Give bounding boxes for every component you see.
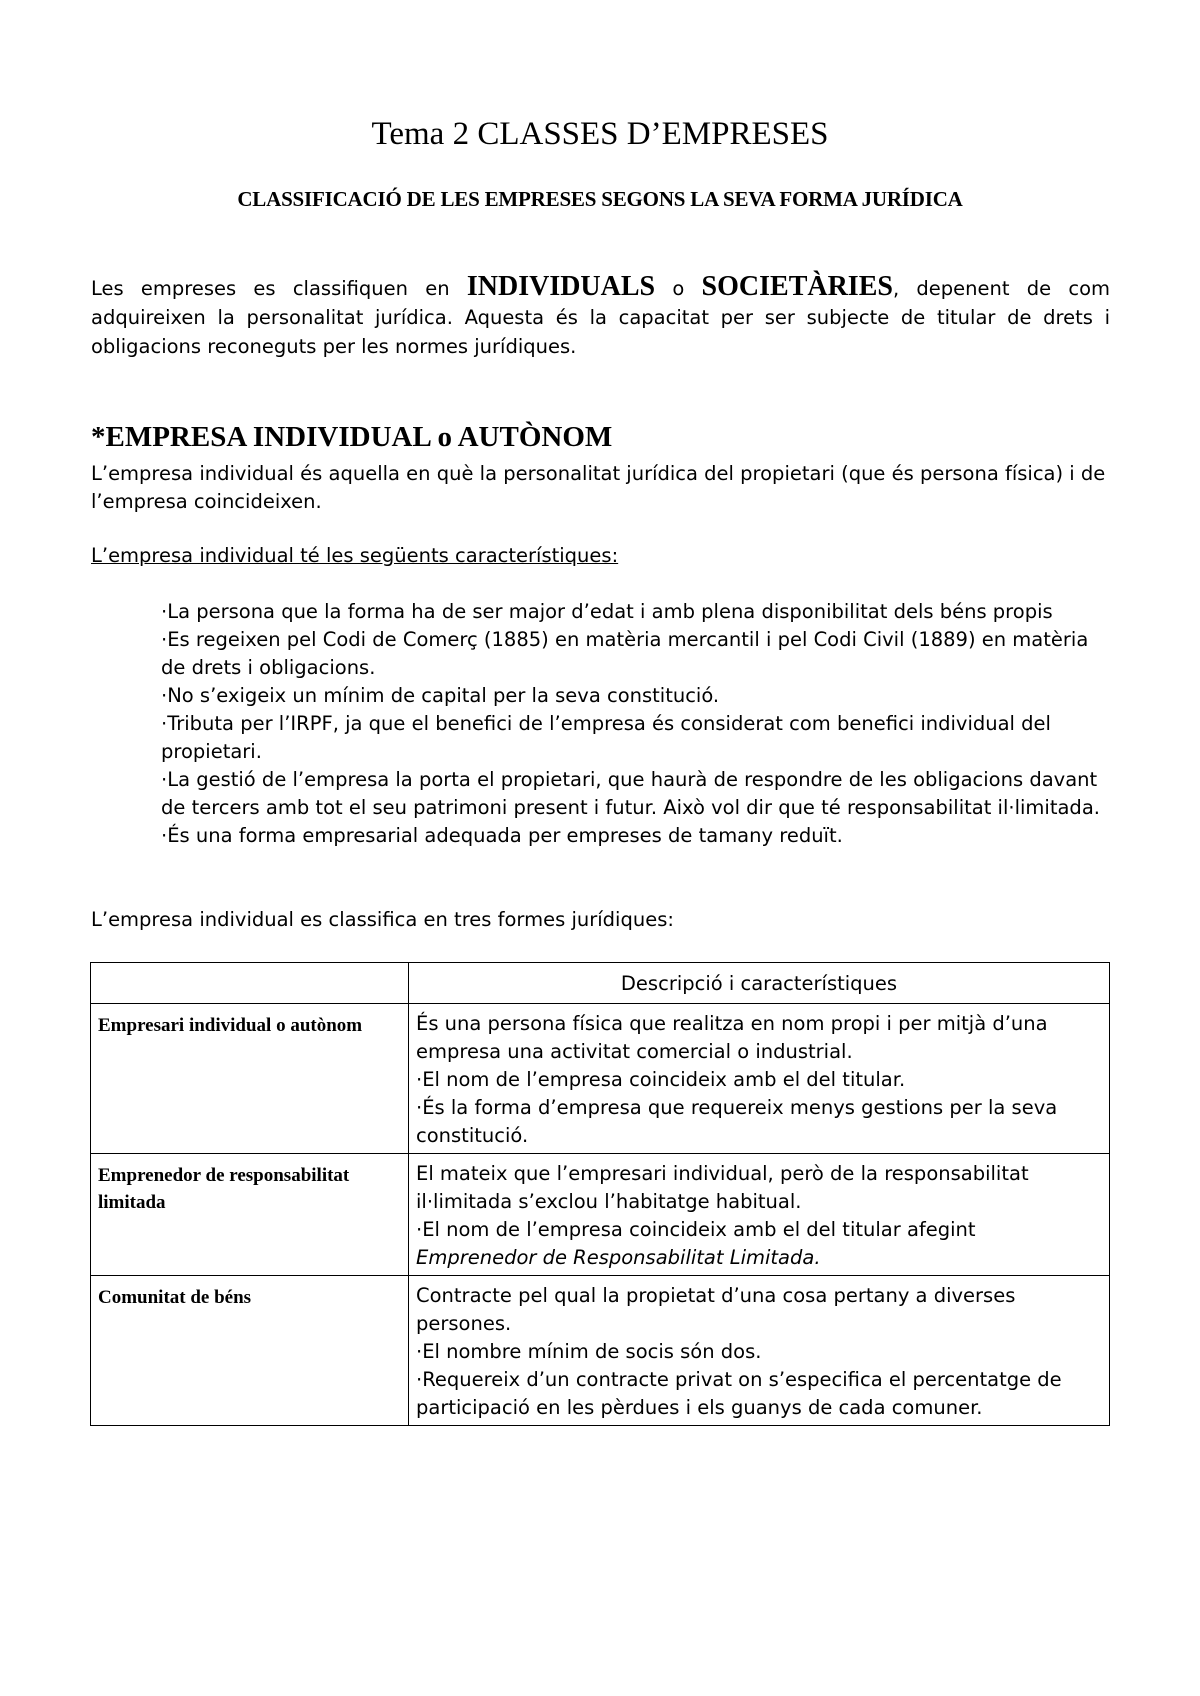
list-item: ·No s’exigeix un mínim de capital per la seva constitució.: [161, 684, 720, 707]
description-line-italic: Emprenedor de Responsabilitat Limitada.: [416, 1246, 821, 1269]
row-name: Emprenedor de responsabilitat limitada: [91, 1154, 409, 1276]
table-row: [91, 1004, 1110, 1154]
description-line: Contracte pel qual la propietat d’una cosa pertany a diverses persones.: [416, 1284, 1016, 1335]
row-description: [409, 1276, 1110, 1426]
table-row: [91, 1276, 1110, 1426]
list-item: ·La gestió de l’empresa la porta el propietari, que haurà de respondre de les obligacions davant de tercers amb tot el seu patrimoni present i futur. Això vol dir que té responsabilitat il·limitada.: [161, 768, 1100, 819]
term-individuals: INDIVIDUALS: [466, 271, 656, 302]
section-definition: L’empresa individual és aquella en què la personalitat jurídica del propietari (que és persona física) i de l’empresa coincideixen.: [91, 462, 1106, 513]
description-line: ·És la forma d’empresa que requereix menys gestions per la seva constitució.: [416, 1096, 1058, 1147]
forms-intro: L’empresa individual es classifica en tres formes jurídiques:: [91, 908, 674, 931]
row-description: [409, 1004, 1110, 1154]
row-name: Comunitat de béns: [91, 1276, 409, 1426]
table-header-description: Descripció i característiques: [409, 963, 1110, 1004]
intro-text-start: Les empreses es classifiquen en: [91, 277, 467, 300]
table-row: [91, 1154, 1110, 1276]
description-line: ·El nombre mínim de socis són dos.: [416, 1340, 762, 1363]
description-line: ·El nom de l’empresa coincideix amb el del titular afegint: [416, 1218, 976, 1241]
list-item: ·Es regeixen pel Codi de Comerç (1885) en matèria mercantil i pel Codi Civil (1889) en matèria de drets i obligacions.: [161, 628, 1089, 679]
description-line: És una persona física que realitza en nom propi i per mitjà d’una empresa una activitat comercial o industrial.: [416, 1012, 1048, 1063]
section-heading: *EMPRESA INDIVIDUAL o AUTÒNOM: [91, 421, 613, 453]
document-subtitle: CLASSIFICACIÓ DE LES EMPRESES SEGONS LA SEVA FORMA JURÍDICA: [237, 187, 963, 211]
list-item: ·Tributa per l’IRPF, ja que el benefici de l’empresa és considerat com benefici individual del propietari.: [161, 712, 1051, 763]
description-line: ·El nom de l’empresa coincideix amb el del titular.: [416, 1068, 906, 1091]
characteristics-list: [161, 598, 1106, 850]
document-title: Tema 2 CLASSES D’EMPRESES: [371, 116, 829, 152]
list-item: ·La persona que la forma ha de ser major d’edat i amb plena disponibilitat dels béns propis: [161, 600, 1053, 623]
characteristics-intro: L’empresa individual té les següents característiques:: [91, 544, 619, 567]
intro-connector: o: [655, 277, 702, 300]
description-line: El mateix que l’empresari individual, però de la responsabilitat il·limitada s’exclou l’habitatge habitual.: [416, 1162, 1029, 1213]
row-description: [409, 1154, 1110, 1276]
intro-paragraph: [91, 272, 1110, 361]
table-header-empty: [91, 963, 409, 1004]
description-line: ·Requereix d’un contracte privat on s’especifica el percentatge de participació en les pèrdues i els guanys de cada comuner.: [416, 1368, 1062, 1419]
table-header-row: [91, 963, 1110, 1004]
intro-text-end: , depenent de com adquireixen la personalitat jurídica. Aquesta és la capacitat per ser subjecte de titular de drets i obligacions reconeguts per les normes jurídiques.: [91, 277, 1111, 358]
term-societaries: SOCIETÀRIES: [701, 271, 893, 302]
legal-forms-table: [90, 962, 1110, 1426]
list-item: ·És una forma empresarial adequada per empreses de tamany reduït.: [161, 824, 843, 847]
row-name: Empresari individual o autònom: [91, 1004, 409, 1154]
